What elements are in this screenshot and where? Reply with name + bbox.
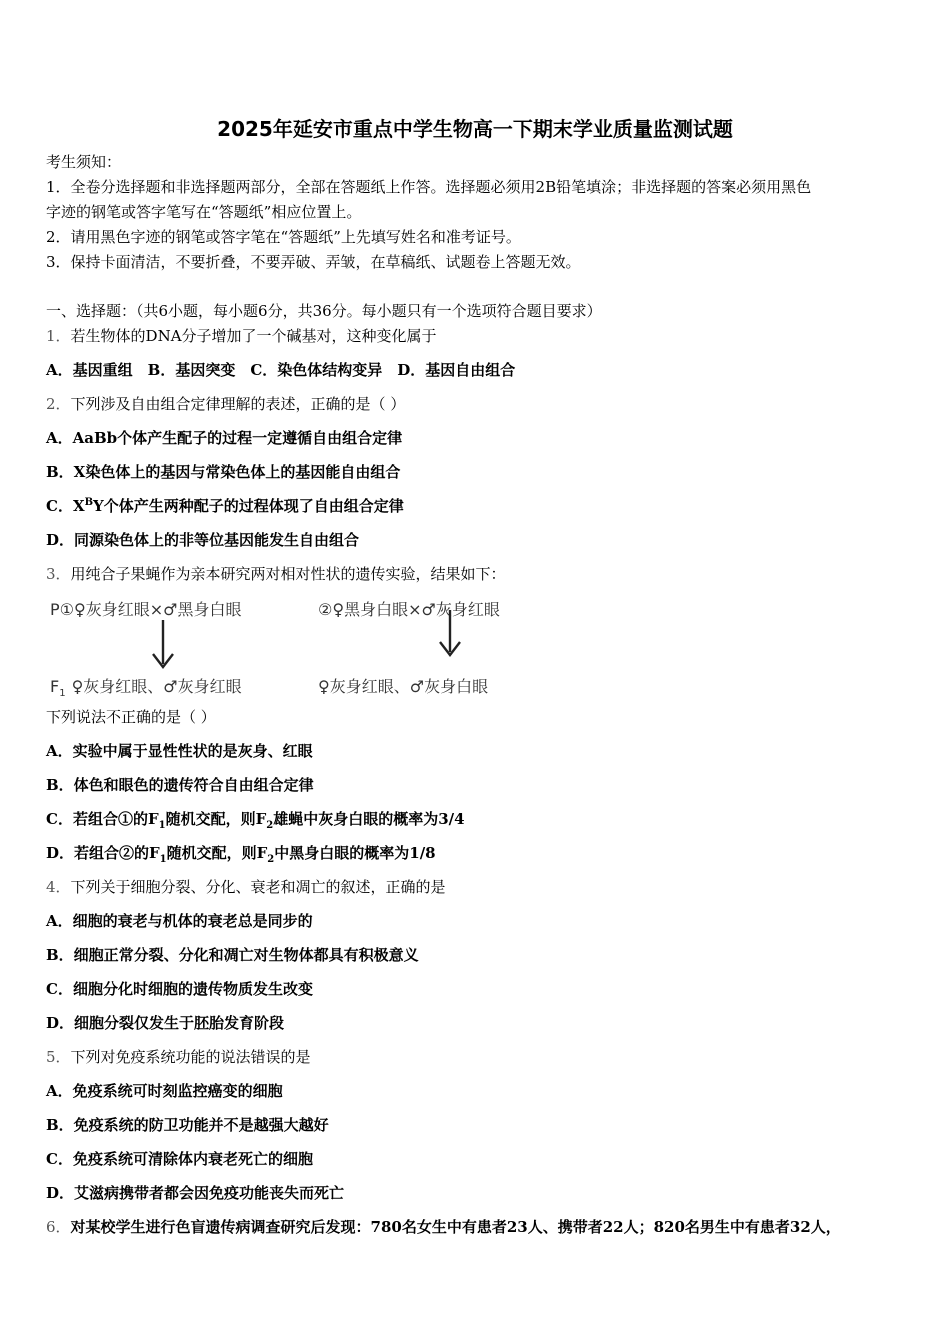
question-3-option-d	[46, 842, 436, 864]
notice-item-3: 3．保持卡面清洁，不要折叠，不要弄破、弄皱，在草稿纸、试题卷上答题无效。	[46, 253, 581, 271]
notice-item-1-line-2: 字迹的钢笔或答字笔写在“答题纸”相应位置上。	[46, 203, 362, 221]
question-2-option-b: B．X染色体上的基因与常染色体上的基因能自由组合	[46, 463, 401, 481]
option-text: C．若组合①的F	[46, 810, 159, 828]
question-1-stem	[46, 325, 437, 347]
question-6-stem	[46, 1216, 841, 1238]
option-text: 雄蝇中灰身白眼的概率为3/4	[273, 810, 465, 828]
question-3-stem	[46, 563, 506, 585]
question-4-option-a: A．细胞的衰老与机体的衰老总是同步的	[46, 912, 313, 930]
question-text: 下列关于细胞分裂、分化、衰老和凋亡的叙述，正确的是	[70, 878, 446, 896]
question-5-option-b: B．免疫系统的防卫功能并不是越强大越好	[46, 1116, 329, 1134]
question-5-option-c: C．免疫系统可清除体内衰老死亡的细胞	[46, 1150, 313, 1168]
option-text: D．若组合②的F	[46, 844, 160, 862]
question-5-option-a: A．免疫系统可时刻监控癌变的细胞	[46, 1082, 283, 1100]
generation-label: F	[50, 677, 60, 696]
cross-2-arrow-icon	[437, 610, 467, 660]
question-number: 6．	[46, 1218, 71, 1236]
question-1-options: A．基因重组 B．基因突变 C．染色体结构变异 D．基因自由组合	[46, 361, 516, 379]
cross-1-offspring	[50, 674, 242, 700]
option-text: C．X	[46, 497, 85, 515]
notice-heading: 考生须知：	[46, 153, 122, 171]
cross-1-arrow-icon	[150, 620, 180, 672]
question-4-option-c: C．细胞分化时细胞的遗传物质发生改变	[46, 980, 313, 998]
question-5-option-d: D．艾滋病携带者都会因免疫功能丧失而死亡	[46, 1184, 345, 1202]
notice-item-1-line-1: 1．全卷分选择题和非选择题两部分，全部在答题纸上作答。选择题必须用2B铅笔填涂；非选择题的答案必须用黑色	[46, 178, 812, 196]
question-text: 对某校学生进行色盲遗传病调查研究后发现：780名女生中有患者23人、携带者22人；820名男生中有患者32人，	[70, 1218, 841, 1236]
subscript: 1	[59, 688, 66, 700]
option-text: 中黑身白眼的概率为1/8	[274, 844, 436, 862]
subscript: 2	[267, 854, 275, 865]
question-3-prompt: 下列说法不正确的是（ ）	[46, 708, 216, 726]
question-number: 1．	[46, 327, 71, 345]
option-text: 随机交配，则F	[166, 844, 268, 862]
question-3-option-a: A．实验中属于显性性状的是灰身、红眼	[46, 742, 313, 760]
question-text: 下列涉及自由组合定律理解的表述，正确的是（ ）	[70, 395, 406, 413]
question-5-stem	[46, 1046, 311, 1068]
subscript: 1	[158, 820, 166, 831]
option-text: Y个体产生两种配子的过程体现了自由组合定律	[93, 497, 404, 515]
subscript: 1	[159, 854, 167, 865]
question-2-option-c	[46, 495, 404, 517]
cross-2-offspring: ♀灰身红眼、♂灰身白眼	[318, 677, 489, 696]
cross-2-parents: ②♀黑身白眼×♂灰身红眼	[318, 600, 500, 619]
question-3-option-b: B．体色和眼色的遗传符合自由组合定律	[46, 776, 314, 794]
question-4-option-b: B．细胞正常分裂、分化和凋亡对生物体都具有积极意义	[46, 946, 419, 964]
notice-item-2: 2．请用黑色字迹的钢笔或答字笔在“答题纸”上先填写姓名和准考证号。	[46, 228, 521, 246]
question-text: 若生物体的DNA分子增加了一个碱基对，这种变化属于	[70, 327, 437, 345]
page-title: 2025年延安市重点中学生物高一下期末学业质量监测试题	[217, 117, 733, 141]
question-text: 用纯合子果蝇作为亲本研究两对相对性状的遗传实验，结果如下：	[70, 565, 506, 583]
section-heading: 一、选择题：（共6小题，每小题6分，共36分。每小题只有一个选项符合题目要求）	[46, 302, 602, 320]
offspring-text: ♀灰身红眼、♂灰身红眼	[71, 677, 242, 696]
question-3-option-c	[46, 808, 465, 830]
subscript: 2	[266, 820, 274, 831]
superscript: B	[84, 497, 94, 508]
cross-1-parents: P①♀灰身红眼×♂黑身白眼	[50, 600, 242, 619]
question-2-option-d: D．同源染色体上的非等位基因能发生自由组合	[46, 531, 360, 549]
question-number: 2．	[46, 395, 71, 413]
option-text: 随机交配，则F	[165, 810, 267, 828]
question-number: 5．	[46, 1048, 71, 1066]
question-text: 下列对免疫系统功能的说法错误的是	[70, 1048, 311, 1066]
question-2-option-a: A．AaBb个体产生配子的过程一定遵循自由组合定律	[46, 429, 403, 447]
question-number: 4．	[46, 878, 71, 896]
question-4-option-d: D．细胞分裂仅发生于胚胎发育阶段	[46, 1014, 285, 1032]
question-number: 3．	[46, 565, 71, 583]
question-4-stem	[46, 876, 446, 898]
question-2-stem	[46, 393, 405, 415]
